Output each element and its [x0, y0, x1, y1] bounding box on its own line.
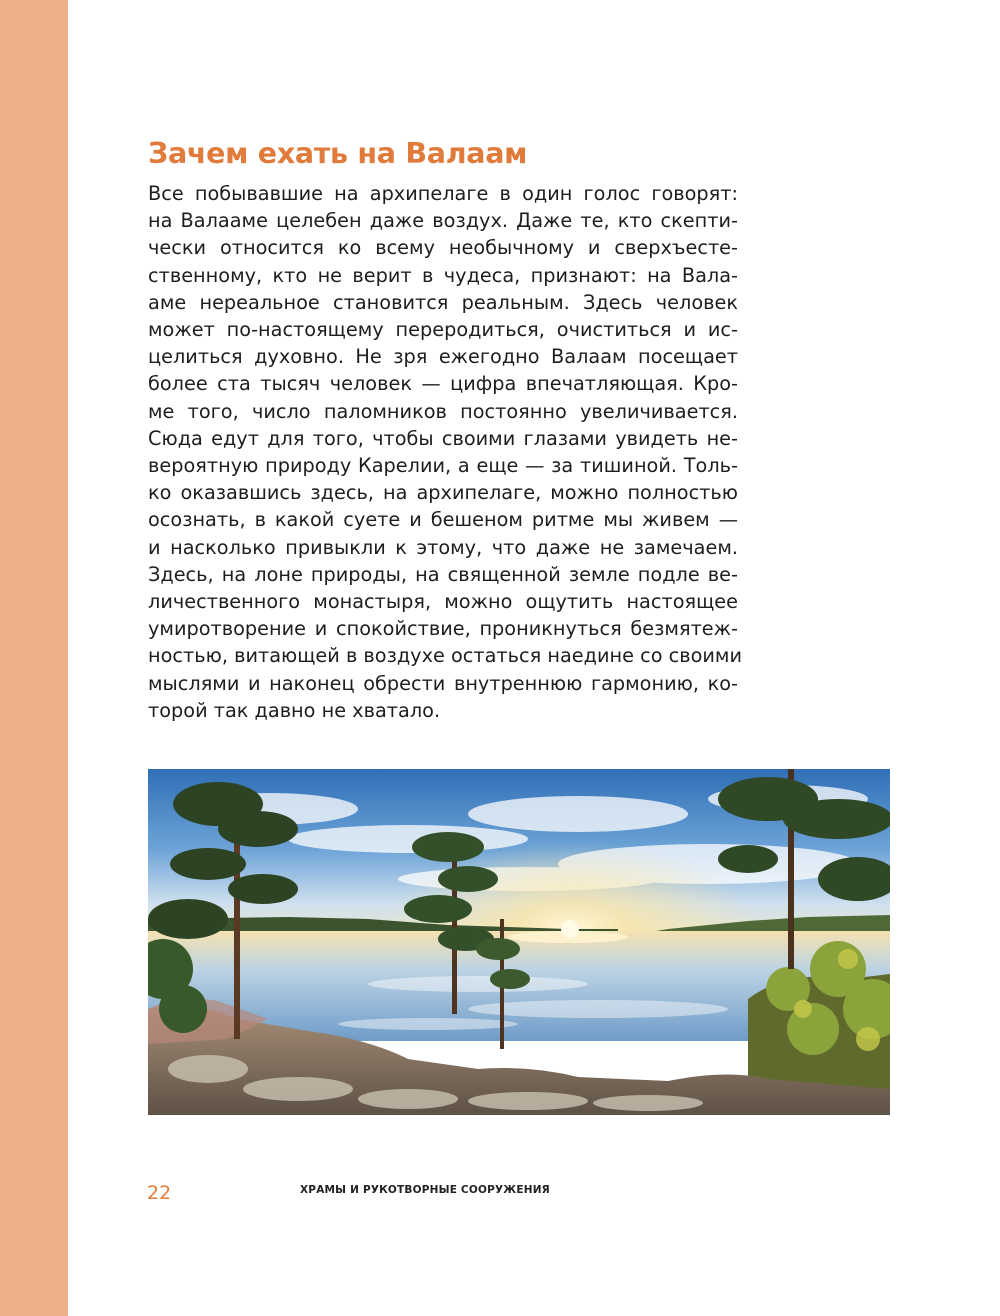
paragraph-line: целиться духовно. Не зря ежегодно Валаам посещает: [148, 345, 738, 369]
body-paragraph: [148, 180, 742, 724]
paragraph-line: Здесь, на лоне природы, на священной земле подле ве-: [148, 562, 738, 586]
paragraph-line: может по-настоящему переродиться, очиститься и ис-: [148, 318, 738, 342]
paragraph-line: ко оказавшись здесь, на архипелаге, можно полностью: [148, 481, 738, 505]
paragraph-line: осознать, в какой суете и бешеном ритме мы живем —: [148, 508, 738, 532]
paragraph-line: вероятную природу Карелии, а еще — за тишиной. Толь-: [148, 454, 738, 478]
paragraph-line: мыслями и наконец обрести внутреннюю гармонию, ко-: [148, 671, 738, 695]
paragraph-line: более ста тысяч человек — цифра впечатляющая. Кро-: [148, 372, 738, 396]
section-title: Зачем ехать на Валаам: [148, 137, 528, 170]
paragraph-line: Сюда едут для того, чтобы своими глазами увидеть не-: [148, 426, 738, 450]
paragraph-line: ственному, кто не верит в чудеса, признают: на Вала-: [148, 263, 738, 287]
running-head: ХРАМЫ И РУКОТВОРНЫЕ СООРУЖЕНИЯ: [300, 1184, 550, 1196]
paragraph-line: на Валааме целебен даже воздух. Даже те, кто скепти-: [148, 209, 738, 233]
paragraph-line: аме нереальное становится реальным. Здесь человек: [148, 290, 738, 314]
lake-landscape-photo: [148, 769, 890, 1115]
paragraph-line: чески относится ко всему необычному и сверхъесте-: [148, 236, 738, 260]
paragraph-line: умиротворение и спокойствие, проникнуться безмятеж-: [148, 617, 738, 641]
side-color-stripe: [0, 0, 68, 1316]
paragraph-line: ме того, число паломников постоянно увеличивается.: [148, 399, 738, 423]
paragraph-line: личественного монастыря, можно ощутить настоящее: [148, 590, 738, 614]
paragraph-line: торой так давно не хватало.: [148, 698, 441, 722]
paragraph-line: ностью, витающей в воздухе остаться наедине со своими: [148, 644, 742, 668]
paragraph-line: Все побывавшие на архипелаге в один голос говорят:: [148, 182, 738, 205]
page-number: 22: [147, 1182, 172, 1204]
paragraph-line: и насколько привыкли к этому, что даже не замечаем.: [148, 535, 738, 559]
